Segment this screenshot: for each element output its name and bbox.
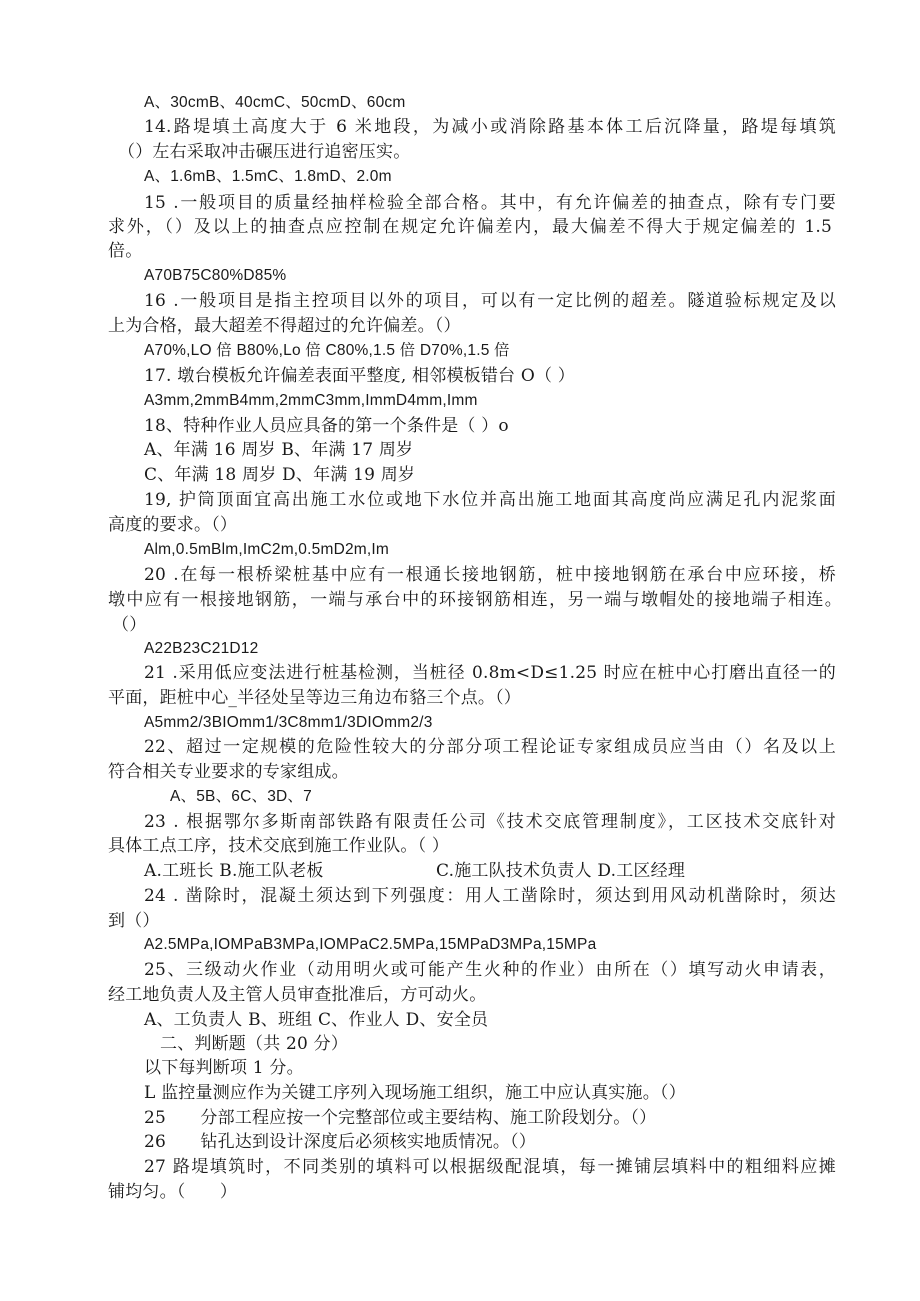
q13-options: A、30cmB、40cmC、50cmD、60cm [144, 94, 406, 111]
section-note: 以下每判断项 1 分。 [144, 1058, 304, 1078]
judge-item-27: 27 路堤填筑时，不同类别的填料可以根据级配混填，每一摊铺层填料中的粗细料应摊 [144, 1157, 836, 1177]
q19-options: Alm,0.5mBlm,ImC2m,0.5mD2m,Im [144, 541, 390, 558]
q16-options: A70%,LO 倍 B80%,Lo 倍 C80%,1.5 倍 D70%,1.5 倍 [144, 342, 510, 359]
q20-text: 20 .在每一根桥梁桩基中应有一根通长接地钢筋，桩中接地钢筋在承台中应环接，桥 [144, 565, 836, 585]
q25-text-cont: 经工地负责人及主管人员审查批准后，方可动火。 [108, 985, 487, 1005]
q15-text-end: 倍。 [108, 241, 143, 261]
q24-options: A2.5MPa,IOMPaB3MPa,IOMPaC2.5MPa,15MPaD3MPa,15MPa [144, 936, 597, 953]
q15-text: 15 .一般项目的质量经抽样检验全部合格。其中，有允许偏差的抽查点，除有专门要 [144, 193, 836, 213]
q22-options: A、5B、6C、3D、7 [170, 788, 312, 805]
q15-options: A70B75C80%D85% [144, 267, 287, 284]
q22-text-cont: 符合相关专业要求的专家组成。 [108, 762, 349, 782]
judge-item-27-cont: 铺均匀。（ ） [108, 1182, 238, 1202]
q18-text: 18、特种作业人员应具备的第一个条件是（ ）o [144, 416, 509, 436]
q21-text-cont: 平面，距桩中心_半径处呈等边三角边布貉三个点。（） [108, 688, 521, 708]
q16-text: 16 .一般项目是指主控项目以外的项目，可以有一定比例的超差。隧道验标规定及以 [144, 291, 836, 311]
judge-item-26: 26 钻孔达到设计深度后必须核实地质情况。（） [144, 1132, 536, 1152]
q21-options: A5mm2/3BIOmm1/3C8mm1/3DIOmm2/3 [144, 714, 433, 731]
q24-text: 24 . 凿除时，混凝土须达到下列强度：用人工凿除时，须达到用风动机凿除时，须达 [144, 886, 836, 906]
q23-options-cd: C.施工队技术负责人 D.工区经理 [436, 861, 686, 881]
q14-options: A、1.6mB、1.5mC、1.8mD、2.0m [144, 168, 392, 185]
q25-options: A、工负责人 B、班组 C、作业人 D、安全员 [144, 1010, 489, 1030]
q14-text: 14.路堤填土高度大于 6 米地段，为减小或消除路基本体工后沉降量，路堤每填筑 [144, 117, 836, 137]
judge-item-25: 25 分部工程应按一个完整部位或主要结构、施工阶段划分。（） [144, 1108, 657, 1128]
q15-text-cont: 求外，（）及以上的抽查点应控制在规定允许偏差内，最大偏差不得大于规定偏差的 1.5 [108, 217, 832, 237]
q23-text-cont: 具体工点工序，技术交底到施工作业队。（ ） [108, 836, 450, 856]
q14-text-cont: （）左右采取冲击碾压进行追密压实。 [118, 142, 411, 162]
q20-text-end: （） [112, 615, 147, 635]
q18-options-cd: C、年满 18 周岁 D、年满 19 周岁 [144, 465, 416, 485]
q18-options-ab: A、年满 16 周岁 B、年满 17 周岁 [144, 440, 414, 460]
q23-options-ab: A.工班长 B.施工队老板 [144, 861, 324, 881]
q16-text-cont: 上为合格，最大超差不得超过的允许偏差。（） [108, 316, 461, 336]
section-heading: 二、判断题（共 20 分） [160, 1034, 349, 1054]
q23-text: 23 . 根据鄂尔多斯南部铁路有限责任公司《技术交底管理制度》，工区技术交底针对 [144, 812, 836, 832]
q19-text: 19, 护筒顶面宜高出施工水位或地下水位并高出施工地面其高度尚应满足孔内泥浆面 [144, 490, 836, 510]
q20-options: A22B23C21D12 [144, 640, 259, 657]
q24-text-cont: 到（） [108, 911, 160, 931]
q19-text-cont: 高度的要求。（） [108, 515, 238, 535]
q17-text: 17. 墩台模板允许偏差表面平整度, 相邻模板错台 O（ ） [144, 366, 575, 386]
judge-item-1: L 监控量测应作为关键工序列入现场施工组织，施工中应认真实施。（） [144, 1083, 686, 1103]
q21-text: 21 .采用低应变法进行桩基检测，当桩径 0.8m<D≤1.25 时应在桩中心打磨出直径一的 [144, 663, 836, 683]
q17-options: A3mm,2mmB4mm,2mmC3mm,ImmD4mm,Imm [144, 392, 478, 409]
q25-text: 25、三级动火作业（动用明火或可能产生火种的作业）由所在（）填写动火申请表， [144, 960, 836, 980]
q22-text: 22、超过一定规模的危险性较大的分部分项工程论证专家组成员应当由（）名及以上 [144, 737, 836, 757]
q20-text-cont: 墩中应有一根接地钢筋，一端与承台中的环接钢筋相连，另一端与墩帽处的接地端子相连。 [108, 590, 842, 610]
